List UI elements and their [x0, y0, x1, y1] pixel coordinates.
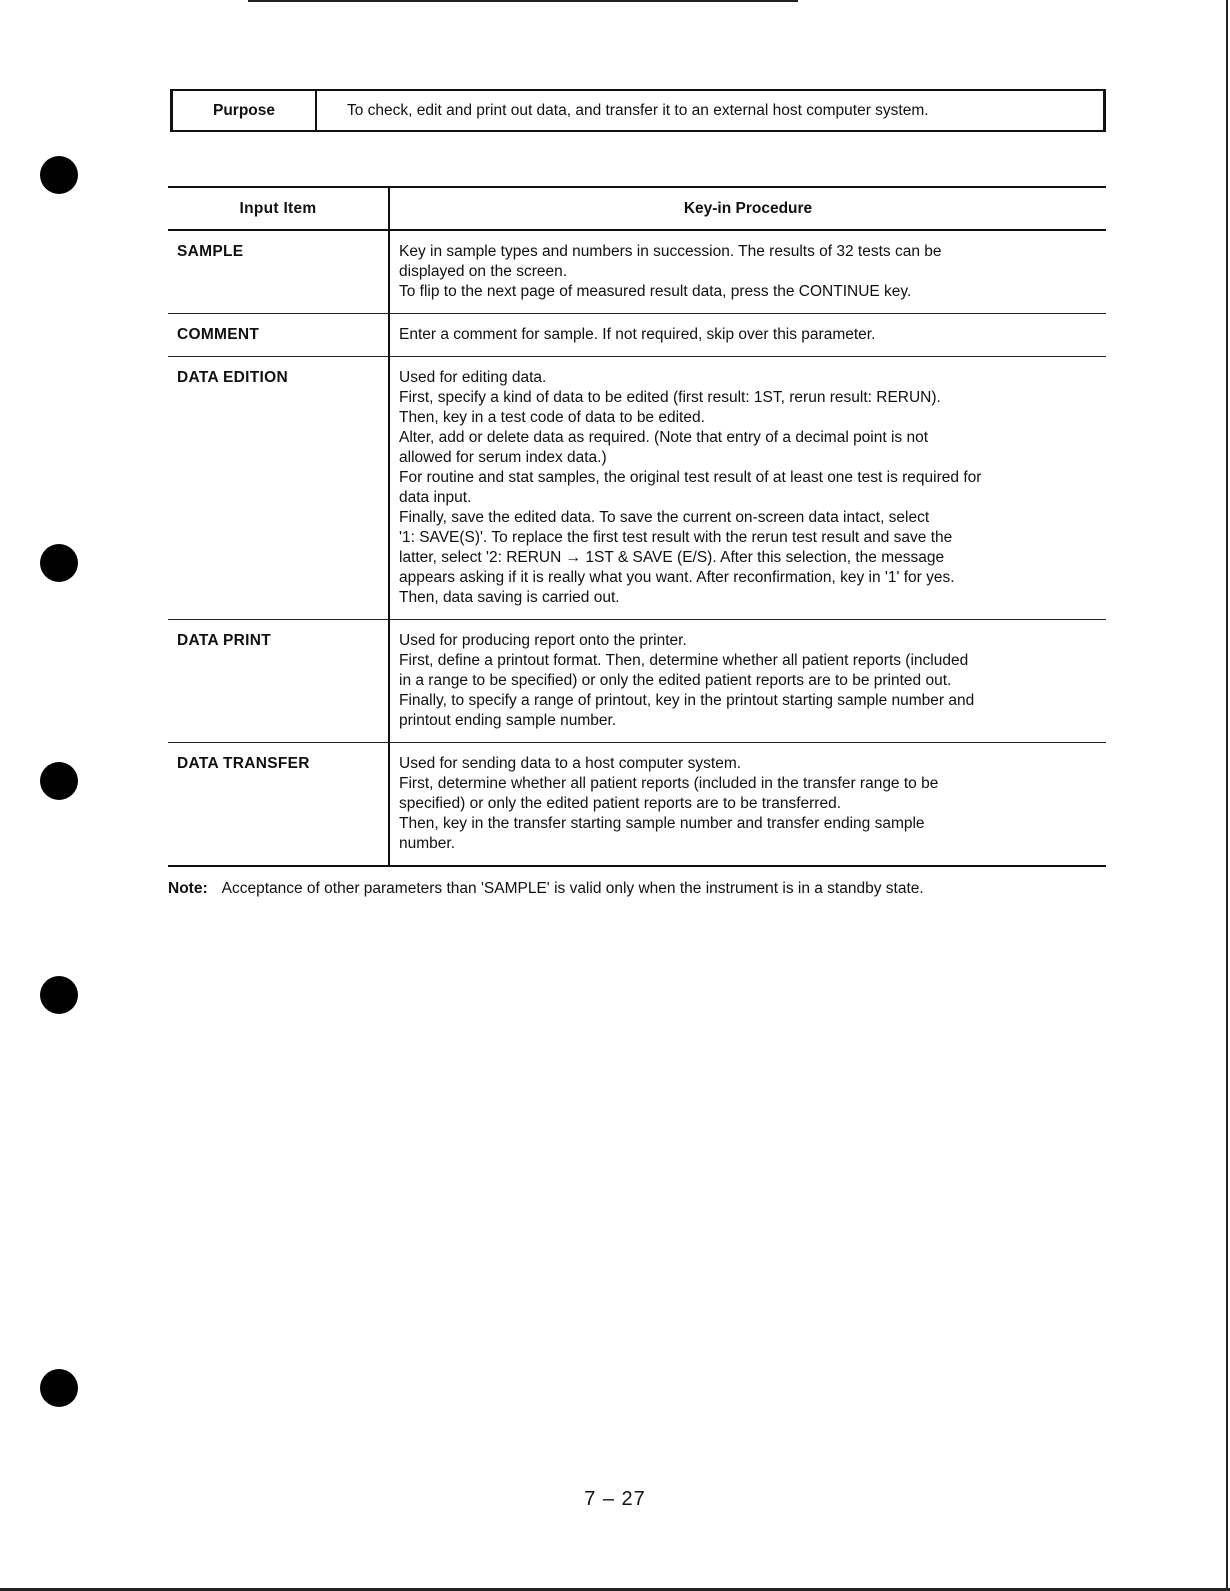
procedure-line: First, define a printout format. Then, determine whether all patient reports (included: [399, 652, 969, 669]
procedure-line: Finally, to specify a range of printout, key in the printout starting sample number and: [399, 692, 975, 709]
page-number: 7 – 27: [584, 1488, 646, 1510]
table-row: [168, 314, 1106, 357]
procedure-header: Key-in Procedure: [389, 187, 1106, 230]
binder-hole-4: [40, 976, 78, 1014]
procedure-cell: [389, 230, 1106, 314]
procedure-cell: [389, 743, 1106, 867]
note-label: Note:: [168, 880, 208, 897]
purpose-label: Purpose: [173, 91, 317, 130]
right-page-edge: [1226, 0, 1228, 1591]
procedure-line: To flip to the next page of measured result data, press the CONTINUE key.: [399, 283, 912, 300]
procedure-line: Used for producing report onto the printer.: [399, 632, 687, 649]
table-row: [168, 357, 1106, 620]
procedure-line: First, specify a kind of data to be edited (first result: 1ST, rerun result: RERUN).: [399, 389, 941, 406]
procedure-line: '1: SAVE(S)'. To replace the first test result with the rerun test result and save the: [399, 529, 953, 546]
procedure-line: latter, select '2: RERUN → 1ST & SAVE (E/S). After this selection, the message: [399, 549, 945, 566]
input-item-cell: DATA EDITION: [168, 357, 389, 620]
procedure-line: specified) or only the edited patient reports are to be transferred.: [399, 795, 841, 812]
procedure-line: allowed for serum index data.): [399, 449, 607, 466]
procedure-cell: [389, 620, 1106, 743]
procedure-line: in a range to be specified) or only the edited patient reports are to be printed out.: [399, 672, 952, 689]
binder-hole-3: [40, 762, 78, 800]
procedure-line: Used for sending data to a host computer system.: [399, 755, 742, 772]
procedure-line: Key in sample types and numbers in succession. The results of 32 tests can be: [399, 243, 942, 260]
input-item-cell: DATA PRINT: [168, 620, 389, 743]
procedure-line: Used for editing data.: [399, 369, 547, 386]
procedure-line: displayed on the screen.: [399, 263, 568, 280]
input-item-header: Input Item: [168, 187, 389, 230]
table-row: [168, 230, 1106, 314]
binder-hole-1: [40, 156, 78, 194]
binder-hole-2: [40, 544, 78, 582]
key-in-procedure-table: [168, 186, 1106, 867]
procedure-line: Finally, save the edited data. To save the current on-screen data intact, select: [399, 509, 930, 526]
procedure-cell: [389, 357, 1106, 620]
note: [168, 880, 924, 898]
table-header-row: [168, 187, 1106, 230]
procedure-line: First, determine whether all patient reports (included in the transfer range to be: [399, 775, 939, 792]
procedure-line: Alter, add or delete data as required. (Note that entry of a decimal point is not: [399, 429, 929, 446]
procedure-line: Then, data saving is carried out.: [399, 589, 620, 606]
procedure-line: Then, key in a test code of data to be edited.: [399, 409, 705, 426]
table-row: [168, 620, 1106, 743]
procedure-line: appears asking if it is really what you want. After reconfirmation, key in '1' for yes.: [399, 569, 955, 586]
procedure-line: printout ending sample number.: [399, 712, 617, 729]
procedure-line: number.: [399, 835, 456, 852]
top-rule: [248, 0, 798, 2]
table-row: [168, 743, 1106, 867]
procedure-line: Enter a comment for sample. If not required, skip over this parameter.: [399, 326, 876, 343]
procedure-cell: [389, 314, 1106, 357]
input-item-cell: DATA TRANSFER: [168, 743, 389, 867]
purpose-box: [170, 89, 1106, 132]
procedure-line: For routine and stat samples, the original test result of at least one test is required for: [399, 469, 982, 486]
procedure-line: data input.: [399, 489, 472, 506]
table-body: [168, 230, 1106, 866]
purpose-text: To check, edit and print out data, and transfer it to an external host computer system.: [347, 101, 929, 119]
input-item-cell: SAMPLE: [168, 230, 389, 314]
input-item-cell: COMMENT: [168, 314, 389, 357]
procedure-line: Then, key in the transfer starting sample number and transfer ending sample: [399, 815, 925, 832]
note-text: Acceptance of other parameters than 'SAMPLE' is valid only when the instrument is in a standby state.: [221, 880, 924, 897]
binder-hole-5: [40, 1369, 78, 1407]
